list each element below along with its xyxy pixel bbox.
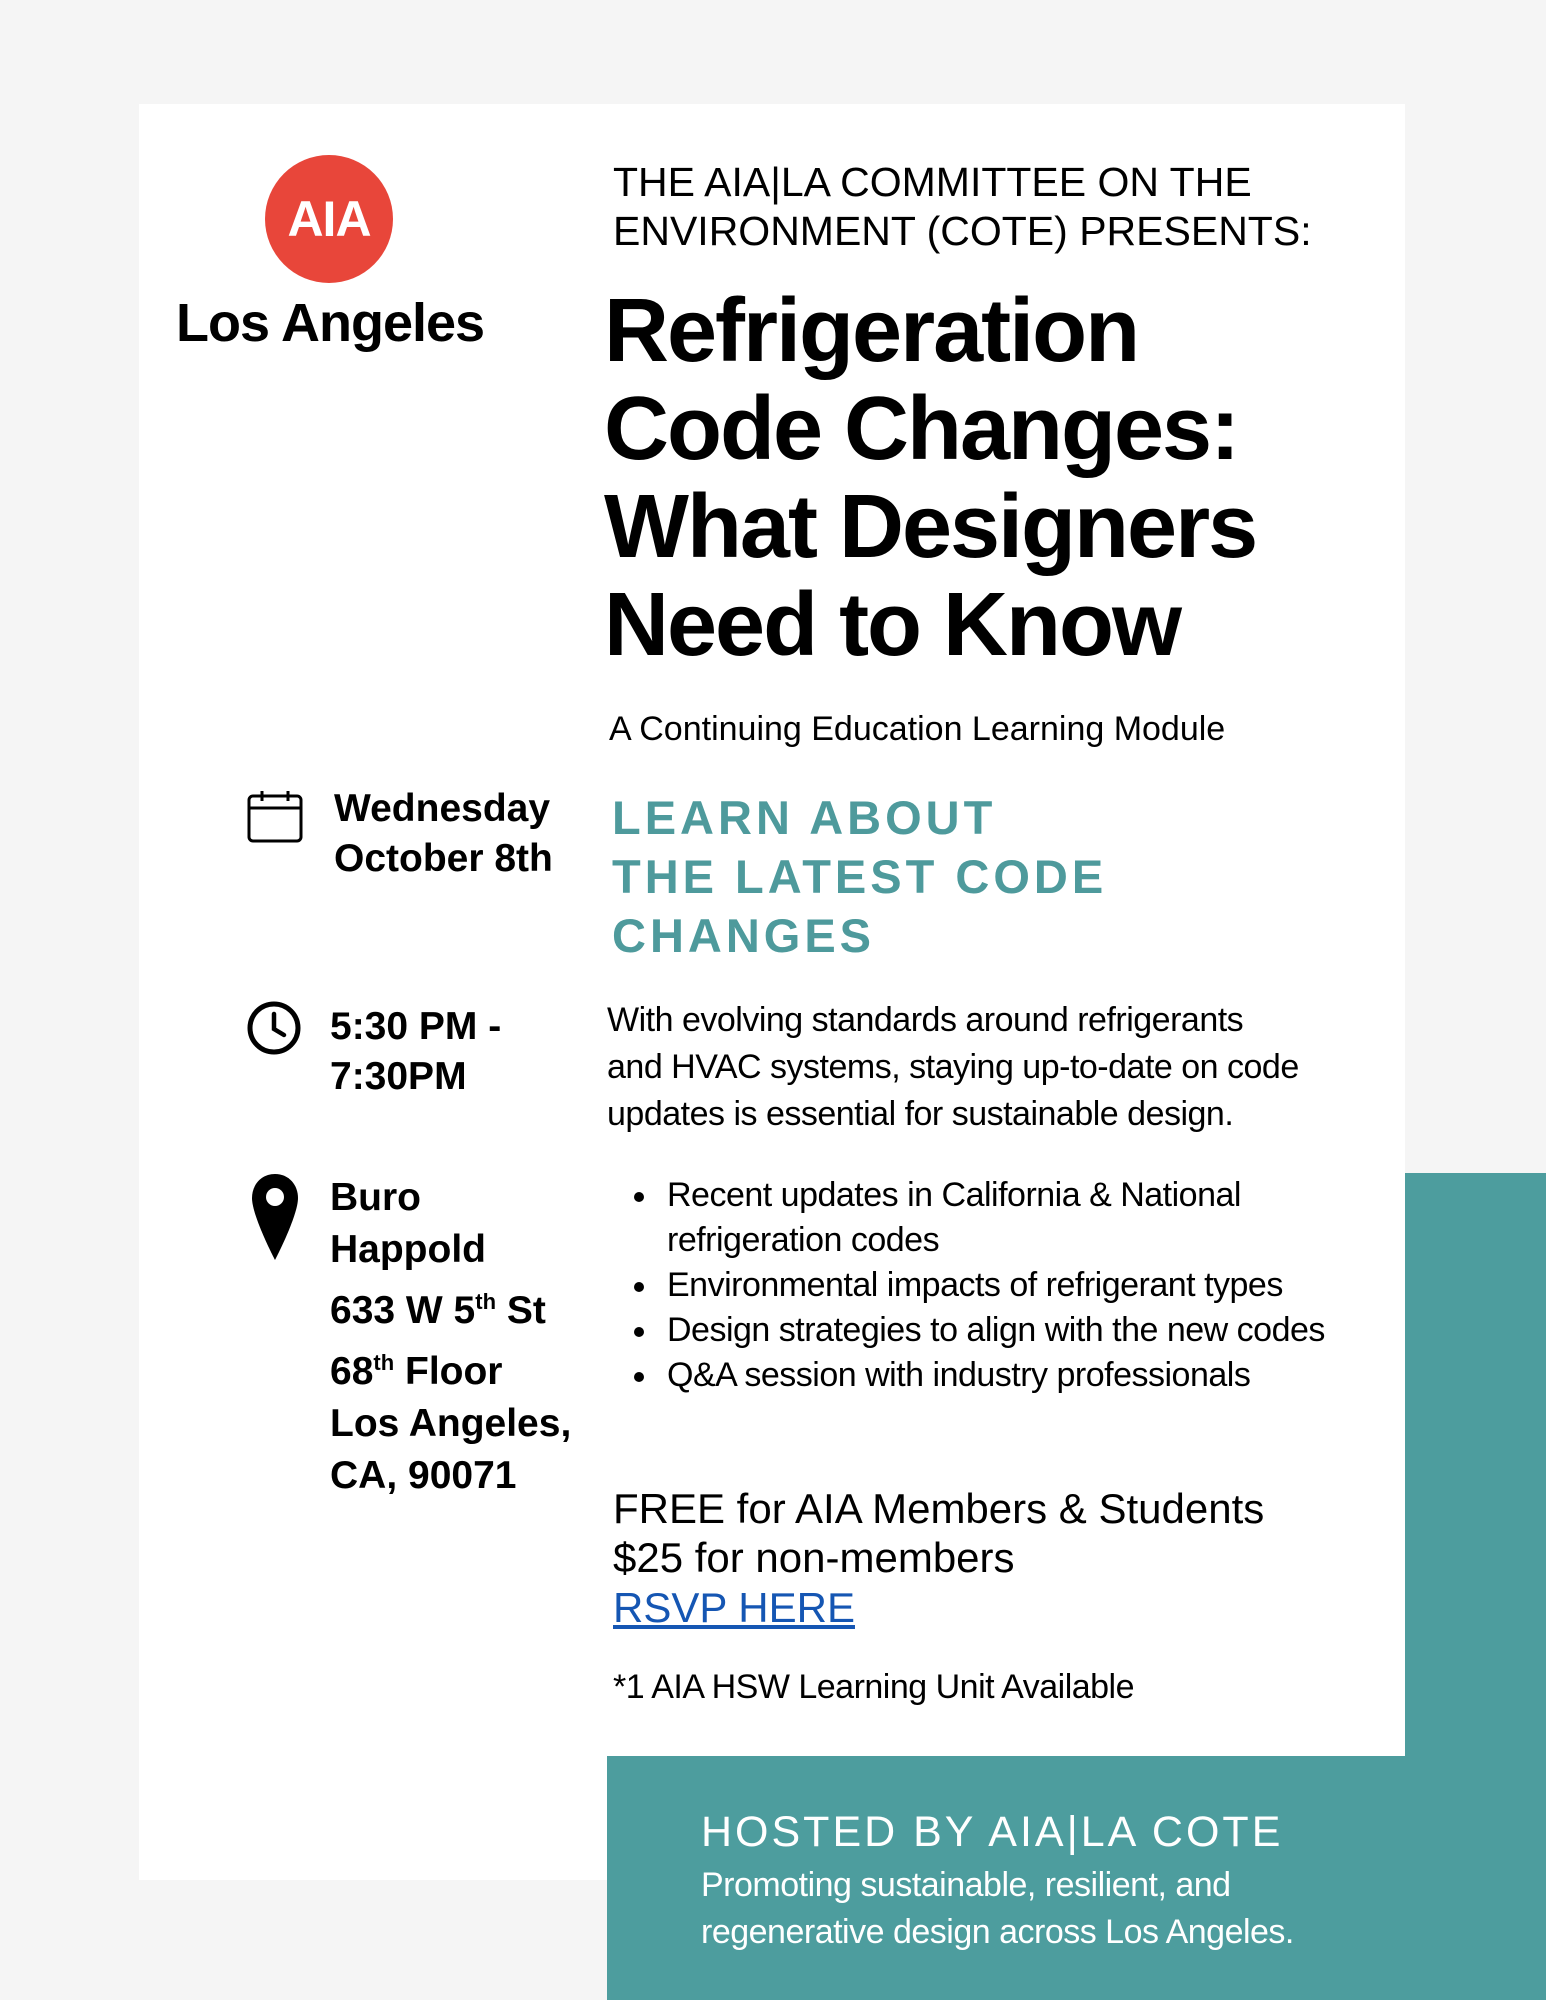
logo-city: Los Angeles [176,293,485,353]
topic-list [612,1173,1392,1398]
floor [330,1337,571,1398]
list-item [612,1353,1392,1398]
event-date [334,784,553,884]
list-item-text: Design strategies to align with the new codes [667,1311,1325,1349]
event-title [604,282,1394,674]
hosted-title: HOSTED BY AIA|LA COTE [701,1808,1284,1856]
floor-number: 68 [330,1350,374,1393]
list-item-text: Recent updates in California & National [667,1176,1241,1214]
street-address [330,1276,571,1337]
title-line: What Designers [604,477,1257,577]
presents-line: THE AIA|LA COMMITTEE ON THE [613,159,1252,205]
title-line: Code Changes: [604,379,1239,479]
event-subtitle: A Continuing Education Learning Module [609,710,1226,748]
time-end: 7:30PM [330,1055,467,1098]
city: Los Angeles, [330,1402,572,1445]
rsvp-link[interactable]: RSVP HERE [613,1584,855,1631]
list-item [612,1263,1392,1308]
logo-mark: AIA [287,191,371,247]
presents-line: ENVIRONMENT (COTE) PRESENTS: [613,208,1312,254]
learn-heading [612,788,1107,965]
floor-label: Floor [394,1350,503,1393]
presents-heading [613,158,1373,256]
event-venue [330,1172,571,1502]
pricing-info [613,1484,1264,1582]
title-line: Refrigeration [604,281,1139,381]
date-day: Wednesday [334,787,551,830]
state-zip: CA, 90071 [330,1454,517,1497]
street-name: St [496,1289,546,1332]
aia-logo [265,155,393,283]
floor-suffix: th [373,1350,395,1375]
intro-line: With evolving standards around refrigerants [607,1001,1244,1039]
learn-line: CHANGES [612,909,876,962]
intro-paragraph [607,997,1367,1138]
price-nonmembers: $25 for non-members [613,1534,1015,1581]
price-members: FREE for AIA Members & Students [613,1485,1265,1532]
map-pin-icon [250,1172,300,1262]
event-time [330,1002,501,1102]
list-item [612,1173,1392,1263]
calendar-icon [246,790,304,844]
hosted-line: regenerative design across Los Angeles. [701,1913,1294,1951]
date-month: October 8th [334,837,553,880]
intro-line: and HVAC systems, staying up-to-date on code [607,1048,1299,1086]
hsw-note: *1 AIA HSW Learning Unit Available [613,1668,1135,1706]
hosted-description [701,1862,1401,1956]
hosted-line: Promoting sustainable, resilient, and [701,1866,1231,1904]
learn-line: LEARN ABOUT [612,791,997,844]
list-item-text: Q&A session with industry professionals [667,1356,1251,1394]
list-item [612,1308,1392,1353]
venue-name: Buro [330,1176,421,1219]
street-number: 633 W 5 [330,1289,476,1332]
list-item-text: Environmental impacts of refrigerant types [667,1266,1283,1304]
venue-name: Happold [330,1228,486,1271]
street-suffix: th [475,1289,497,1314]
list-item-text: refrigeration codes [667,1221,940,1259]
learn-line: THE LATEST CODE [612,850,1108,903]
clock-icon [246,1000,302,1056]
title-line: Need to Know [604,575,1180,675]
time-start: 5:30 PM - [330,1005,502,1048]
intro-line: updates is essential for sustainable design. [607,1095,1234,1133]
